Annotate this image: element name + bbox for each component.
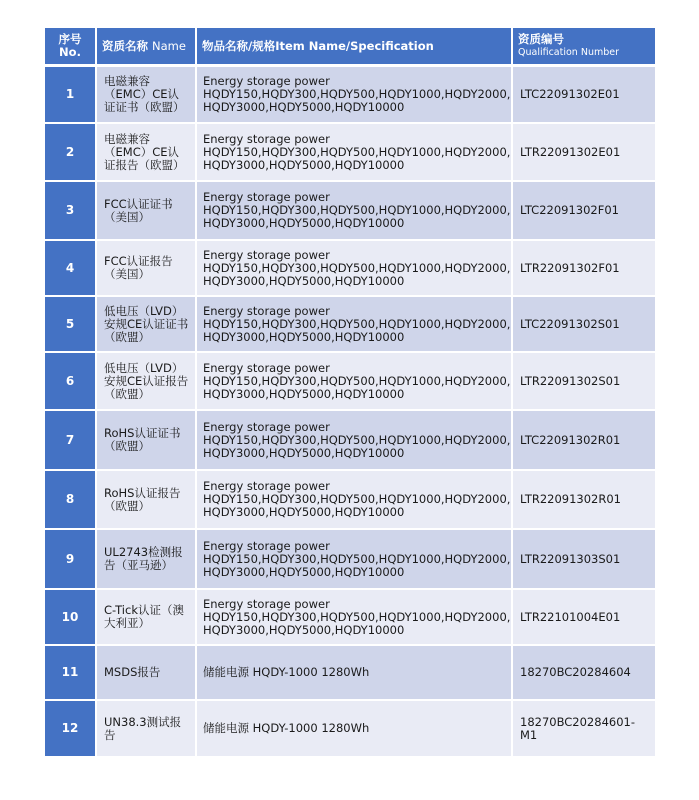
- item-spec-line: HQDY150,HQDY300,HQDY500,HQDY1000,HQDY2000,: [203, 492, 511, 506]
- item-specification: [197, 353, 513, 411]
- table-row: [45, 67, 657, 124]
- qualification-name: 电磁兼容（EMC）CE认证证书（欧盟）: [97, 67, 197, 124]
- qualification-number: LTR22091302R01: [513, 471, 657, 530]
- qualification-number: 18270BC20284604: [513, 646, 657, 701]
- item-spec-line: HQDY3000,HQDY5000,HQDY10000: [203, 157, 405, 172]
- item-spec-line: HQDY150,HQDY300,HQDY500,HQDY1000,HQDY2000,: [203, 87, 511, 101]
- item-spec-line: HQDY3000,HQDY5000,HQDY10000: [203, 386, 405, 401]
- qualification-name: MSDS报告: [97, 646, 197, 701]
- item-specification: [197, 182, 513, 241]
- qualification-number: LTR22091303S01: [513, 530, 657, 590]
- qualification-name: 低电压（LVD）安规CE认证报告（欧盟）: [97, 353, 197, 411]
- qualification-table: [45, 28, 657, 758]
- item-specification: [197, 590, 513, 646]
- row-number: 1: [45, 67, 97, 124]
- row-number: 10: [45, 590, 97, 646]
- item-spec-line: HQDY150,HQDY300,HQDY500,HQDY1000,HQDY2000,: [203, 373, 511, 388]
- table-row: [45, 471, 657, 530]
- header-no-cn: 序号: [58, 32, 82, 46]
- item-spec-line: Energy storage power: [203, 303, 330, 318]
- qualification-name: UL2743检测报告（亚马逊）: [97, 530, 197, 590]
- item-spec-line: Energy storage power: [203, 419, 330, 434]
- item-specification: [197, 124, 513, 182]
- item-spec-line: HQDY3000,HQDY5000,HQDY10000: [203, 100, 405, 114]
- item-specification: [197, 646, 513, 701]
- item-specification: [197, 297, 513, 353]
- table-row: [45, 124, 657, 182]
- header-no: [45, 28, 97, 67]
- item-spec-line: 储能电源 HQDY-1000 1280Wh: [203, 665, 370, 679]
- item-spec-line: HQDY150,HQDY300,HQDY500,HQDY1000,HQDY2000,: [203, 203, 511, 217]
- header-name: [97, 28, 197, 67]
- qualification-name: 电磁兼容（EMC）CE认证报告（欧盟）: [97, 124, 197, 182]
- item-specification: [197, 471, 513, 530]
- item-specification: [197, 530, 513, 590]
- item-spec-line: HQDY150,HQDY300,HQDY500,HQDY1000,HQDY2000,: [203, 260, 511, 275]
- header-name-cn: 资质名称: [102, 38, 148, 53]
- item-spec-line: Energy storage power: [203, 74, 330, 88]
- item-specification: [197, 241, 513, 297]
- item-specification: [197, 411, 513, 471]
- table-row: [45, 590, 657, 646]
- item-spec-line: HQDY3000,HQDY5000,HQDY10000: [203, 329, 405, 344]
- qualification-number: LTC22091302R01: [513, 411, 657, 471]
- qualification-name: UN38.3测试报告: [97, 701, 197, 758]
- qualification-number: LTC22091302S01: [513, 297, 657, 353]
- table-row: [45, 297, 657, 353]
- qualification-number: 18270BC20284601-M1: [513, 701, 657, 758]
- item-spec-line: HQDY150,HQDY300,HQDY500,HQDY1000,HQDY2000,: [203, 609, 511, 624]
- table-body: [45, 67, 657, 758]
- table-row: [45, 353, 657, 411]
- item-spec-line: HQDY150,HQDY300,HQDY500,HQDY1000,HQDY2000,: [203, 316, 511, 331]
- row-number: 8: [45, 471, 97, 530]
- row-number: 11: [45, 646, 97, 701]
- qualification-name: RoHS认证证书（欧盟）: [97, 411, 197, 471]
- qualification-name: RoHS认证报告（欧盟）: [97, 471, 197, 530]
- qualification-name: C-Tick认证（澳大利亚）: [97, 590, 197, 646]
- header-number-en: Qualification Number: [518, 47, 620, 58]
- row-number: 3: [45, 182, 97, 241]
- item-specification: [197, 67, 513, 124]
- item-spec-line: HQDY3000,HQDY5000,HQDY10000: [203, 622, 405, 637]
- item-spec-line: Energy storage power: [203, 247, 330, 262]
- item-spec-line: HQDY3000,HQDY5000,HQDY10000: [203, 273, 405, 288]
- row-number: 7: [45, 411, 97, 471]
- row-number: 6: [45, 353, 97, 411]
- row-number: 4: [45, 241, 97, 297]
- header-number: [513, 28, 657, 67]
- table-row: [45, 182, 657, 241]
- item-spec-line: HQDY3000,HQDY5000,HQDY10000: [203, 445, 405, 460]
- item-spec-line: HQDY3000,HQDY5000,HQDY10000: [203, 505, 405, 519]
- row-number: 9: [45, 530, 97, 590]
- qualification-number: LTR22091302S01: [513, 353, 657, 411]
- qualification-number: LTR22091302F01: [513, 241, 657, 297]
- item-spec-line: Energy storage power: [203, 479, 330, 493]
- table-row: [45, 241, 657, 297]
- qualification-number: LTC22091302F01: [513, 182, 657, 241]
- item-spec-line: Energy storage power: [203, 190, 330, 204]
- row-number: 2: [45, 124, 97, 182]
- item-spec-line: HQDY3000,HQDY5000,HQDY10000: [203, 216, 405, 230]
- table-row: [45, 701, 657, 758]
- header-item: [197, 28, 513, 67]
- row-number: 5: [45, 297, 97, 353]
- item-specification: [197, 701, 513, 758]
- table-row: [45, 646, 657, 701]
- table-row: [45, 530, 657, 590]
- qualification-name: 低电压（LVD）安规CE认证证书（欧盟）: [97, 297, 197, 353]
- item-spec-line: Energy storage power: [203, 538, 330, 553]
- header-no-en: No.: [59, 45, 81, 59]
- qualification-number: LTR22091302E01: [513, 124, 657, 182]
- item-spec-line: HQDY150,HQDY300,HQDY500,HQDY1000,HQDY2000,: [203, 551, 511, 566]
- item-spec-line: HQDY150,HQDY300,HQDY500,HQDY1000,HQDY2000,: [203, 144, 511, 159]
- header-name-en: Name: [152, 38, 186, 53]
- item-spec-line: 储能电源 HQDY-1000 1280Wh: [203, 721, 370, 735]
- qualification-number: LTR22101004E01: [513, 590, 657, 646]
- table-header-row: [45, 28, 657, 67]
- item-spec-line: Energy storage power: [203, 360, 330, 375]
- item-spec-line: HQDY3000,HQDY5000,HQDY10000: [203, 564, 405, 579]
- row-number: 12: [45, 701, 97, 758]
- item-spec-line: Energy storage power: [203, 131, 330, 146]
- qualification-name: FCC认证报告（美国）: [97, 241, 197, 297]
- header-number-cn: 资质编号: [518, 32, 564, 46]
- header-item-label: 物品名称/规格Item Name/Specification: [202, 38, 434, 53]
- table-row: [45, 411, 657, 471]
- qualification-name: FCC认证证书（美国）: [97, 182, 197, 241]
- item-spec-line: Energy storage power: [203, 596, 330, 611]
- qualification-number: LTC22091302E01: [513, 67, 657, 124]
- item-spec-line: HQDY150,HQDY300,HQDY500,HQDY1000,HQDY2000,: [203, 432, 511, 447]
